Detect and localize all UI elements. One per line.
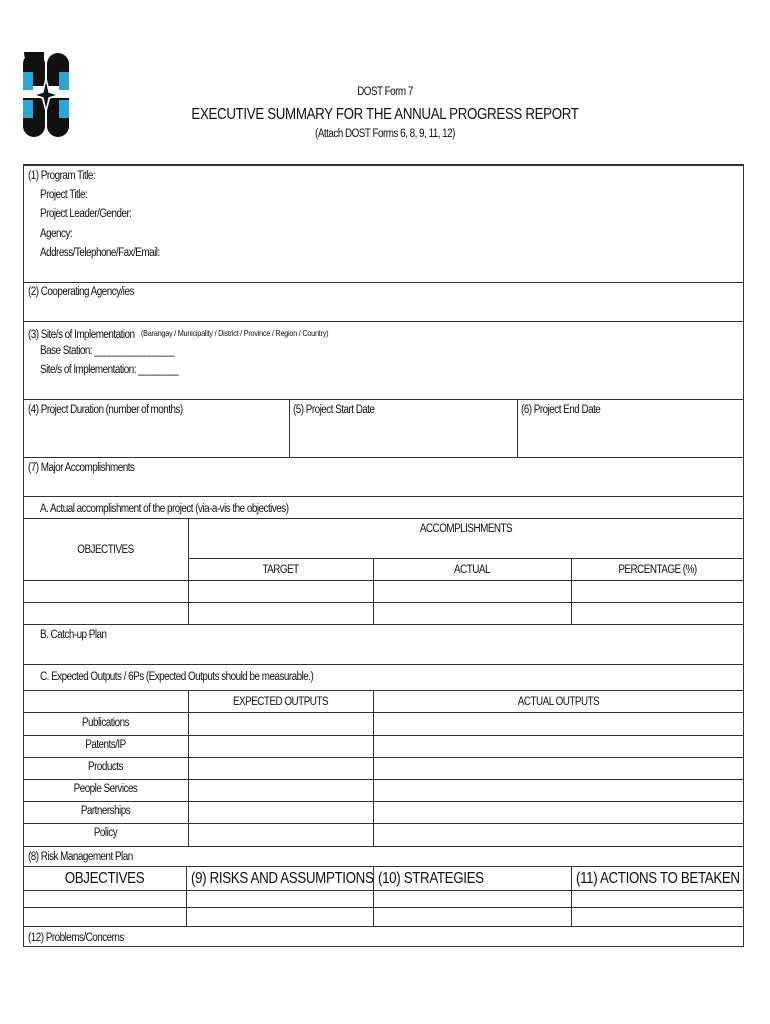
actual-header: ACTUAL [454, 564, 490, 576]
risks-header: (9) RISKS AND ASSUMPTIONS [191, 870, 374, 887]
sites-label: (3) Site/s of Implementation [28, 329, 135, 341]
risk-management-label: (8) Risk Management Plan [28, 851, 133, 863]
cooperating-agencies-label: (2) Cooperating Agency/ies [28, 286, 134, 298]
strategies-header: (10) STRATEGIES [378, 870, 484, 887]
output-row-publications: Publications [81, 717, 130, 729]
sites-implementation-label: Site/s of Implementation: ________ [40, 364, 179, 376]
base-station-label: Base Station: ________________ [40, 345, 175, 357]
project-start-date-label: (5) Project Start Date [293, 404, 375, 416]
output-row-people-services: People Services [73, 783, 138, 795]
problems-concerns-label: (12) Problems/Concerns [28, 932, 124, 944]
part-a-label: A. Actual accomplishment of the project (via-a-vis the objectives) [40, 503, 289, 515]
agency-label: Agency: [40, 228, 73, 240]
objectives-header: OBJECTIVES [77, 544, 134, 556]
sites-note: (Barangay / Municipality / District / Province / Region / Country) [141, 328, 329, 338]
actions-header: (11) ACTIONS TO BETAKEN [576, 870, 740, 887]
target-header: TARGET [262, 564, 299, 576]
page-title: EXECUTIVE SUMMARY FOR THE ANNUAL PROGRESS REPORT [191, 106, 579, 123]
actual-outputs-header: ACTUAL OUTPUTS [517, 696, 600, 708]
program-title-label: (1) Program Title: [28, 170, 96, 182]
project-leader-label: Project Leader/Gender: [40, 208, 132, 220]
address-label: Address/Telephone/Fax/Email: [40, 247, 160, 259]
form-number: DOST Form 7 [357, 86, 413, 98]
output-row-products: Products [88, 761, 123, 773]
expected-outputs-label: C. Expected Outputs / 6Ps (Expected Outputs should be measurable.) [40, 671, 314, 683]
output-row-partnerships: Partnerships [80, 805, 131, 817]
catch-up-plan-label: B. Catch-up Plan [40, 629, 107, 641]
accomplishments-header: ACCOMPLISHMENTS [419, 523, 513, 535]
output-row-policy: Policy [93, 827, 118, 839]
output-row-patents: Patents/IP [85, 739, 126, 751]
expected-outputs-header: EXPECTED OUTPUTS [232, 696, 329, 708]
percentage-header: PERCENTAGE (%) [618, 564, 697, 576]
major-accomplishments-label: (7) Major Accomplishments [28, 462, 135, 474]
page-subtitle: (Attach DOST Forms 6, 8, 9, 11, 12) [315, 128, 455, 140]
project-duration-label: (4) Project Duration (number of months) [28, 404, 183, 416]
project-end-date-label: (6) Project End Date [521, 404, 601, 416]
project-title-label: Project Title: [40, 189, 88, 201]
risk-objectives-header: OBJECTIVES [64, 870, 145, 887]
